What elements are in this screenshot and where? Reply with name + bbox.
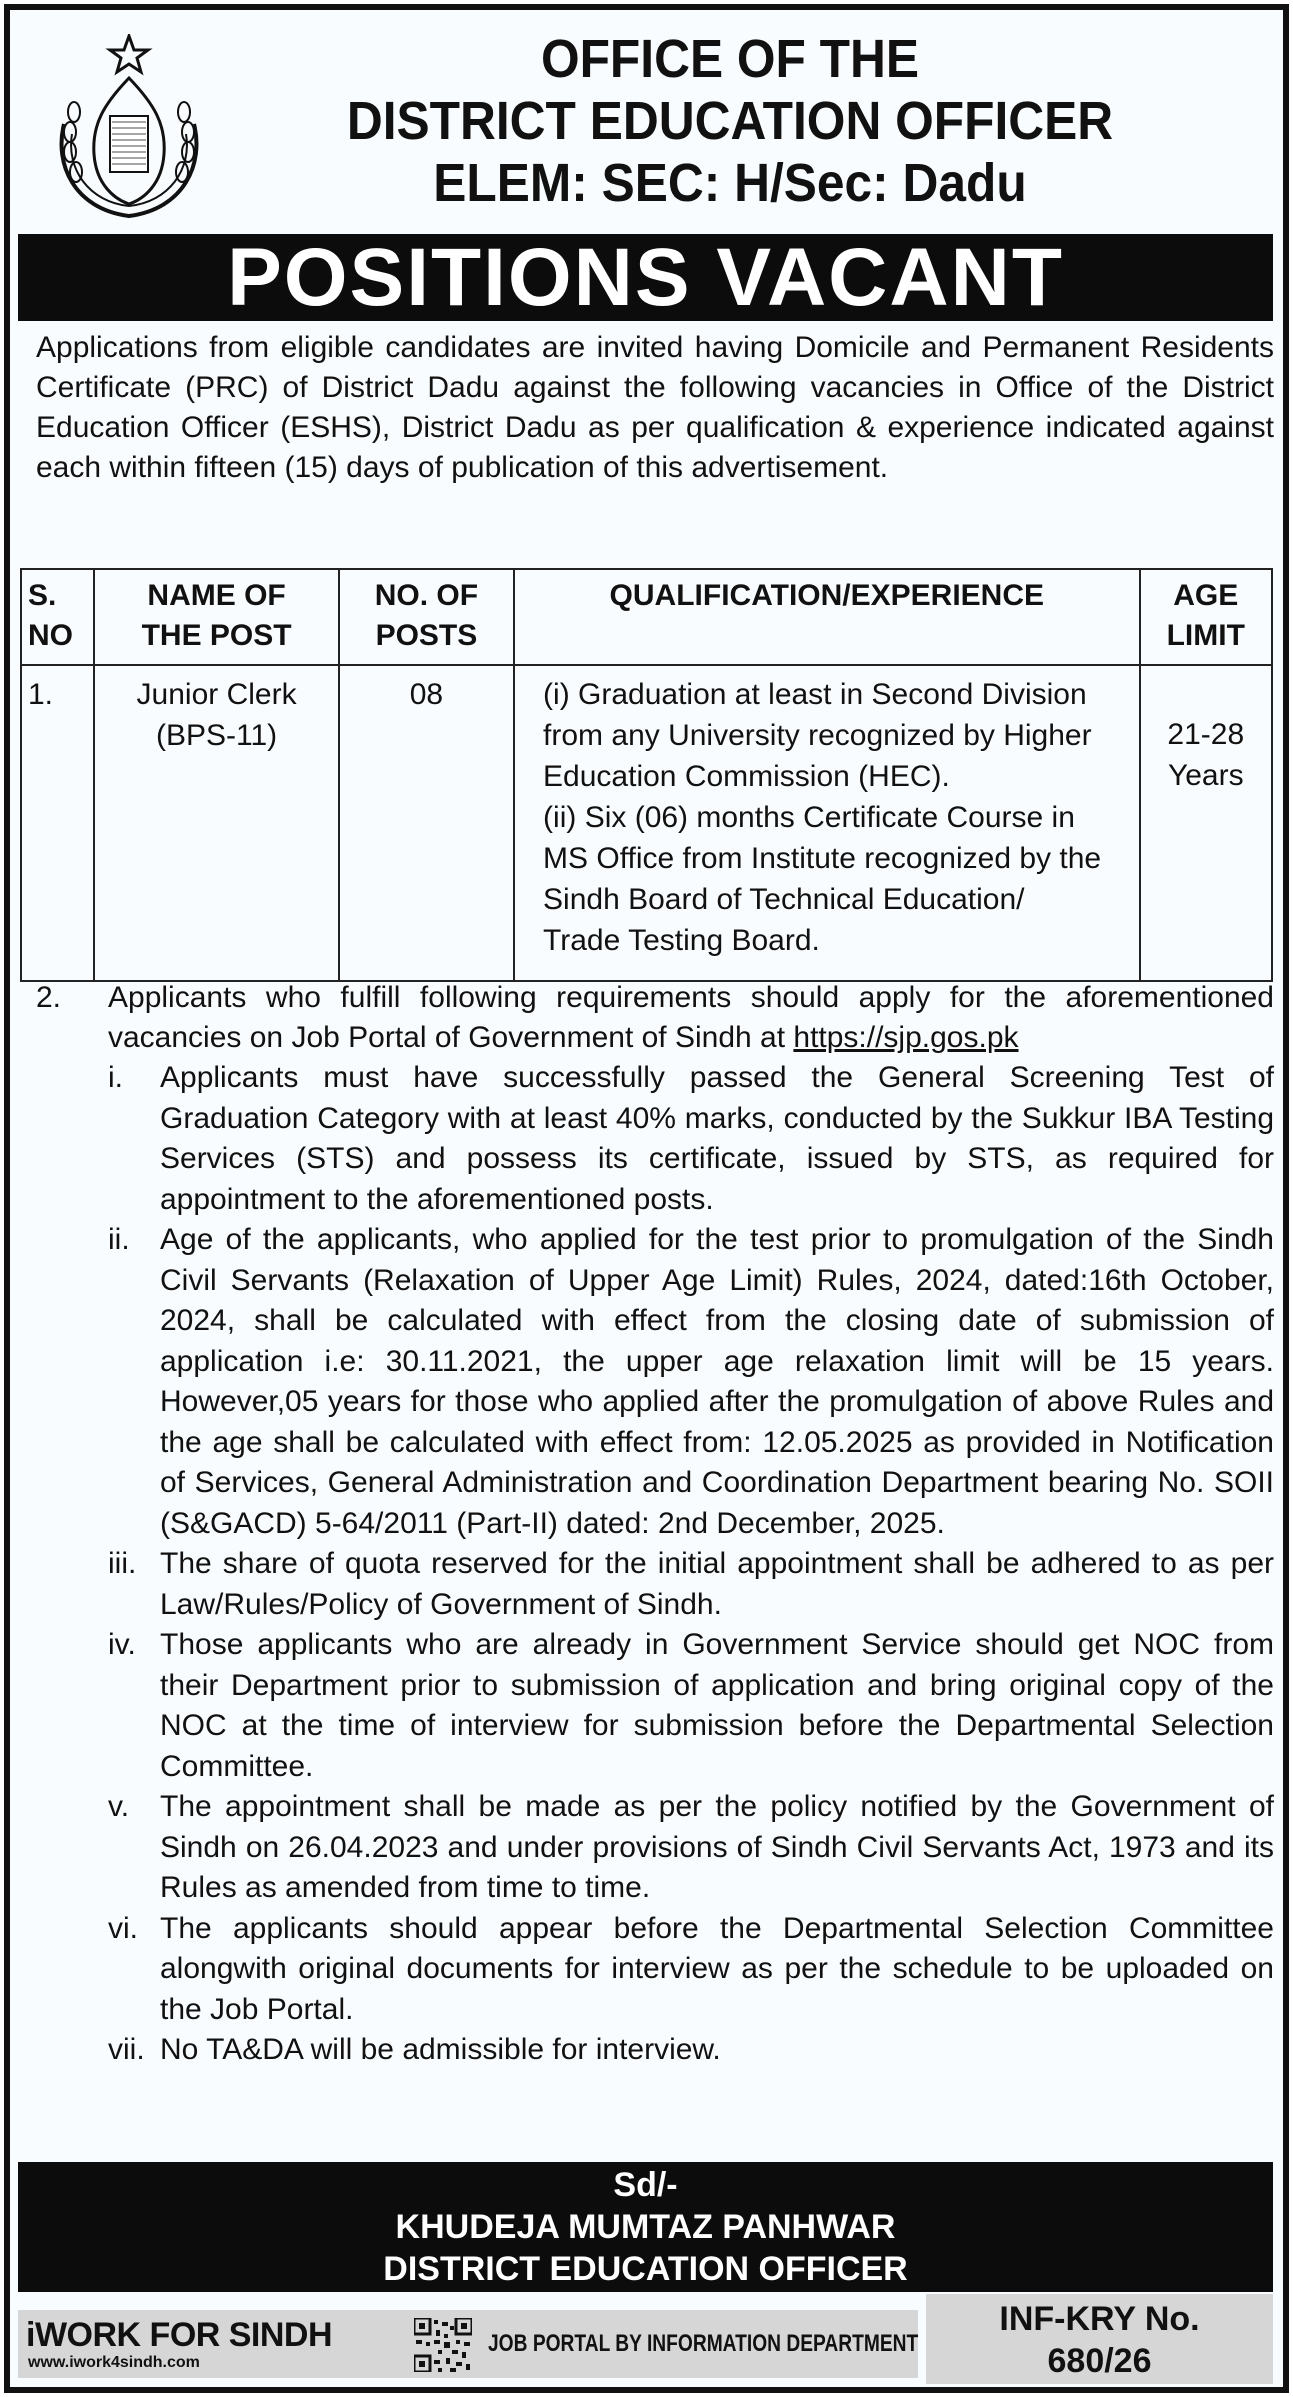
vacancy-table [20,568,1273,982]
qr-code-icon [414,2318,472,2372]
office-location: ELEM: SEC: H/Sec: Dadu [433,153,1027,213]
signatory-designation: DISTRICT EDUCATION OFFICER [383,2250,908,2288]
job-portal-caption: JOB PORTAL BY INFORMATION DEPARTMENT [488,2330,919,2357]
office-name: DISTRICT EDUCATION OFFICER [346,91,1114,151]
cell-posts-count: 08 [339,665,514,981]
intro-paragraph: Applications from eligible candidates are invited having Domicile and Permanent Residents Certificate (PRC) of District Dadu against the following vacancies in Office of the District Education Officer (ESHS), District Dadu as per qualification & experience indicated against each within fifteen (15) days of publication of this advertisement. [36,331,1274,484]
list-item: iii. The share of quota reserved for the initial appointment shall be adhered to as per Law/Rules/Policy of Government of Sindh. [108,1547,1274,1621]
cell-qualification: (i) Graduation at least in Second Division from any University recognized by Higher Education Commission (HEC). (ii) Six (06) months Certificate Course in MS Office from Institute recognized by the Sindh Board of Technical Education/ Trade Testing Board. [514,665,1140,981]
list-item: i. Applicants must have successfully passed the General Screening Test of Graduation Category with at least 40% marks, conducted by the Sukkur IBA Testing Services (STS) and possess its certificate, issued by STS, as required for appointment to the aforementioned posts. [108,1061,1274,1216]
requirements-text: Applicants who fulfill following requirements should apply for the aforementioned vacancies on Job Portal of Government of Sindh at [108,981,1274,1054]
header-post-name: NAME OF THE POST [94,569,338,665]
signature-mark: Sd/- [613,2166,678,2204]
cell-age-limit: 21-28 Years [1140,665,1272,981]
signatory-name: KHUDEJA MUMTAZ PANHWAR [395,2208,896,2246]
cell-sno: 1. [21,665,94,981]
list-item: vii. No TA&DA will be admissible for interview. [108,2033,721,2066]
header-posts-count: NO. OF POSTS [339,569,514,665]
header-age-limit: AGE LIMIT [1140,569,1272,665]
reference-number-box [926,2294,1273,2384]
cell-post-name: Junior Clerk (BPS-11) [94,665,338,981]
list-item: vi. The applicants should appear before the Departmental Selection Committee alongwith original documents for interview as per the schedule to be uploaded on the Job Portal. [108,1911,1274,2026]
list-item: iv. Those applicants who are already in Government Service should get NOC from their Department prior to submission of application and bring original copy of the NOC at the time of interview for submission before the Departmental Selection Committee. [108,1628,1274,1783]
signature-block [18,2162,1273,2292]
office-title: OFFICE OF THE [540,29,920,89]
iwork-logo: iWORK FOR SINDH [26,2316,333,2354]
iwork-for-sindh-strip [18,2310,918,2378]
table-row [21,665,1272,981]
government-of-sindh-emblem-icon [44,34,214,224]
requirements-list [36,1058,1274,2071]
list-item: ii. Age of the applicants, who applied for the test prior to promulgation of the Sindh Civil Servants (Relaxation of Upper Age Limit) Rules, 2024, dated:16th October, 2024, shall be calculated with effect from the closing date of submission of application i.e: 30.11.2021, the upper age relaxation limit will be 15 years. However,05 years for those who applied after the promulgation of above Rules and the age shall be calculated with effect from: 12.05.2025 as provided in Notification of Services, General Administration and Coordination Department bearing No. SOII (S&GACD) 5-64/2011 (Part-II) dated: 2nd December, 2025. [108,1223,1274,1540]
positions-vacant-banner: POSITIONS VACANT [18,234,1273,321]
table-header-row [21,569,1272,665]
header-sno: S. NO [21,569,94,665]
requirements-number: 2. [36,981,62,1014]
advertisement [4,4,1289,2393]
job-portal-link[interactable]: https://sjp.gos.pk [793,1021,1019,1054]
list-item: v. The appointment shall be made as per the policy notified by the Government of Sindh on 26.04.2023 and under provisions of Sindh Civil Servants Act, 1973 and its Rules as amended from time to time. [108,1790,1274,1904]
iwork-url: www.iwork4sindh.com [28,2354,200,2371]
reference-number: 680/26 [1047,2342,1152,2380]
header-qualification: QUALIFICATION/EXPERIENCE [514,569,1140,665]
header [10,10,1283,232]
requirements-intro [36,978,1274,1058]
reference-label: INF-KRY No. [999,2300,1200,2338]
